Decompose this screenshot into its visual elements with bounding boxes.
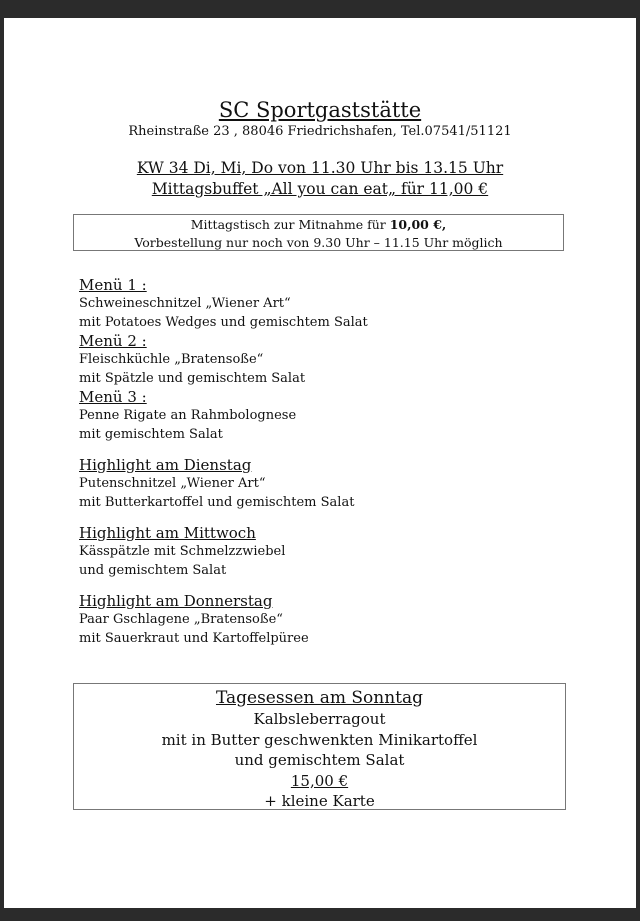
- menu-3-line: mit gemischtem Salat: [79, 426, 223, 442]
- menu-2-line: mit Spätzle und gemischtem Salat: [79, 370, 306, 386]
- sunday-dish: Kalbsleberragout: [253, 710, 386, 728]
- highlight-wednesday-line: und gemischtem Salat: [79, 562, 227, 578]
- highlight-wednesday-heading: Highlight am Mittwoch: [79, 524, 256, 542]
- highlight-tuesday-heading: Highlight am Dienstag: [79, 456, 252, 474]
- highlight-thursday-heading: Highlight am Donnerstag: [79, 592, 273, 610]
- menu-list: [79, 276, 559, 648]
- highlight-wednesday-line: Kässpätzle mit Schmelzzwiebel: [79, 544, 286, 559]
- highlight-thursday-line: Paar Gschlagene „Bratensoße“: [79, 612, 283, 627]
- highlight-thursday-line: mit Sauerkraut und Kartoffelpüree: [79, 630, 309, 646]
- menu-2-line: Fleischküchle „Bratensoße“: [79, 352, 264, 367]
- menu-3-heading: Menü 3 :: [79, 388, 147, 406]
- takeaway-text: Mittagstisch zur Mitnahme für: [190, 217, 390, 232]
- takeaway-price: 10,00 €,: [389, 217, 447, 232]
- week-line: KW 34 Di, Mi, Do von 11.30 Uhr bis 13.15 Uhr: [136, 159, 504, 177]
- menu-1-line: Schweineschnitzel „Wiener Art“: [79, 296, 291, 311]
- address-line: Rheinstraße 23 , 88046 Friedrichshafen, Tel.07541/51121: [128, 124, 512, 139]
- sunday-box: [73, 683, 566, 810]
- sunday-side: mit in Butter geschwenkten Minikartoffel: [161, 730, 478, 749]
- sunday-heading: Tagesessen am Sonntag: [215, 688, 424, 708]
- highlight-tuesday-line: Putenschnitzel „Wiener Art“: [79, 476, 266, 491]
- menu-3-line: Penne Rigate an Rahmbolognese: [79, 408, 297, 423]
- menu-2-heading: Menü 2 :: [79, 332, 147, 350]
- menu-1-heading: Menü 1 :: [79, 276, 147, 294]
- takeaway-line-1: [74, 216, 563, 234]
- sunday-price: 15,00 €: [290, 771, 349, 790]
- sunday-side: und gemischtem Salat: [234, 751, 405, 769]
- menu-1-line: mit Potatoes Wedges und gemischtem Salat: [79, 314, 368, 330]
- takeaway-box: [73, 214, 564, 251]
- buffet-line: Mittagsbuffet „All you can eat„ für 11,00 €: [151, 180, 489, 198]
- sunday-extra: + kleine Karte: [264, 792, 375, 810]
- highlight-tuesday-line: mit Butterkartoffel und gemischtem Salat: [79, 494, 355, 510]
- page-title: SC Sportgaststätte: [218, 98, 422, 122]
- menu-page: [4, 18, 636, 908]
- takeaway-line-2: Vorbestellung nur noch von 9.30 Uhr – 11.15 Uhr möglich: [134, 235, 503, 250]
